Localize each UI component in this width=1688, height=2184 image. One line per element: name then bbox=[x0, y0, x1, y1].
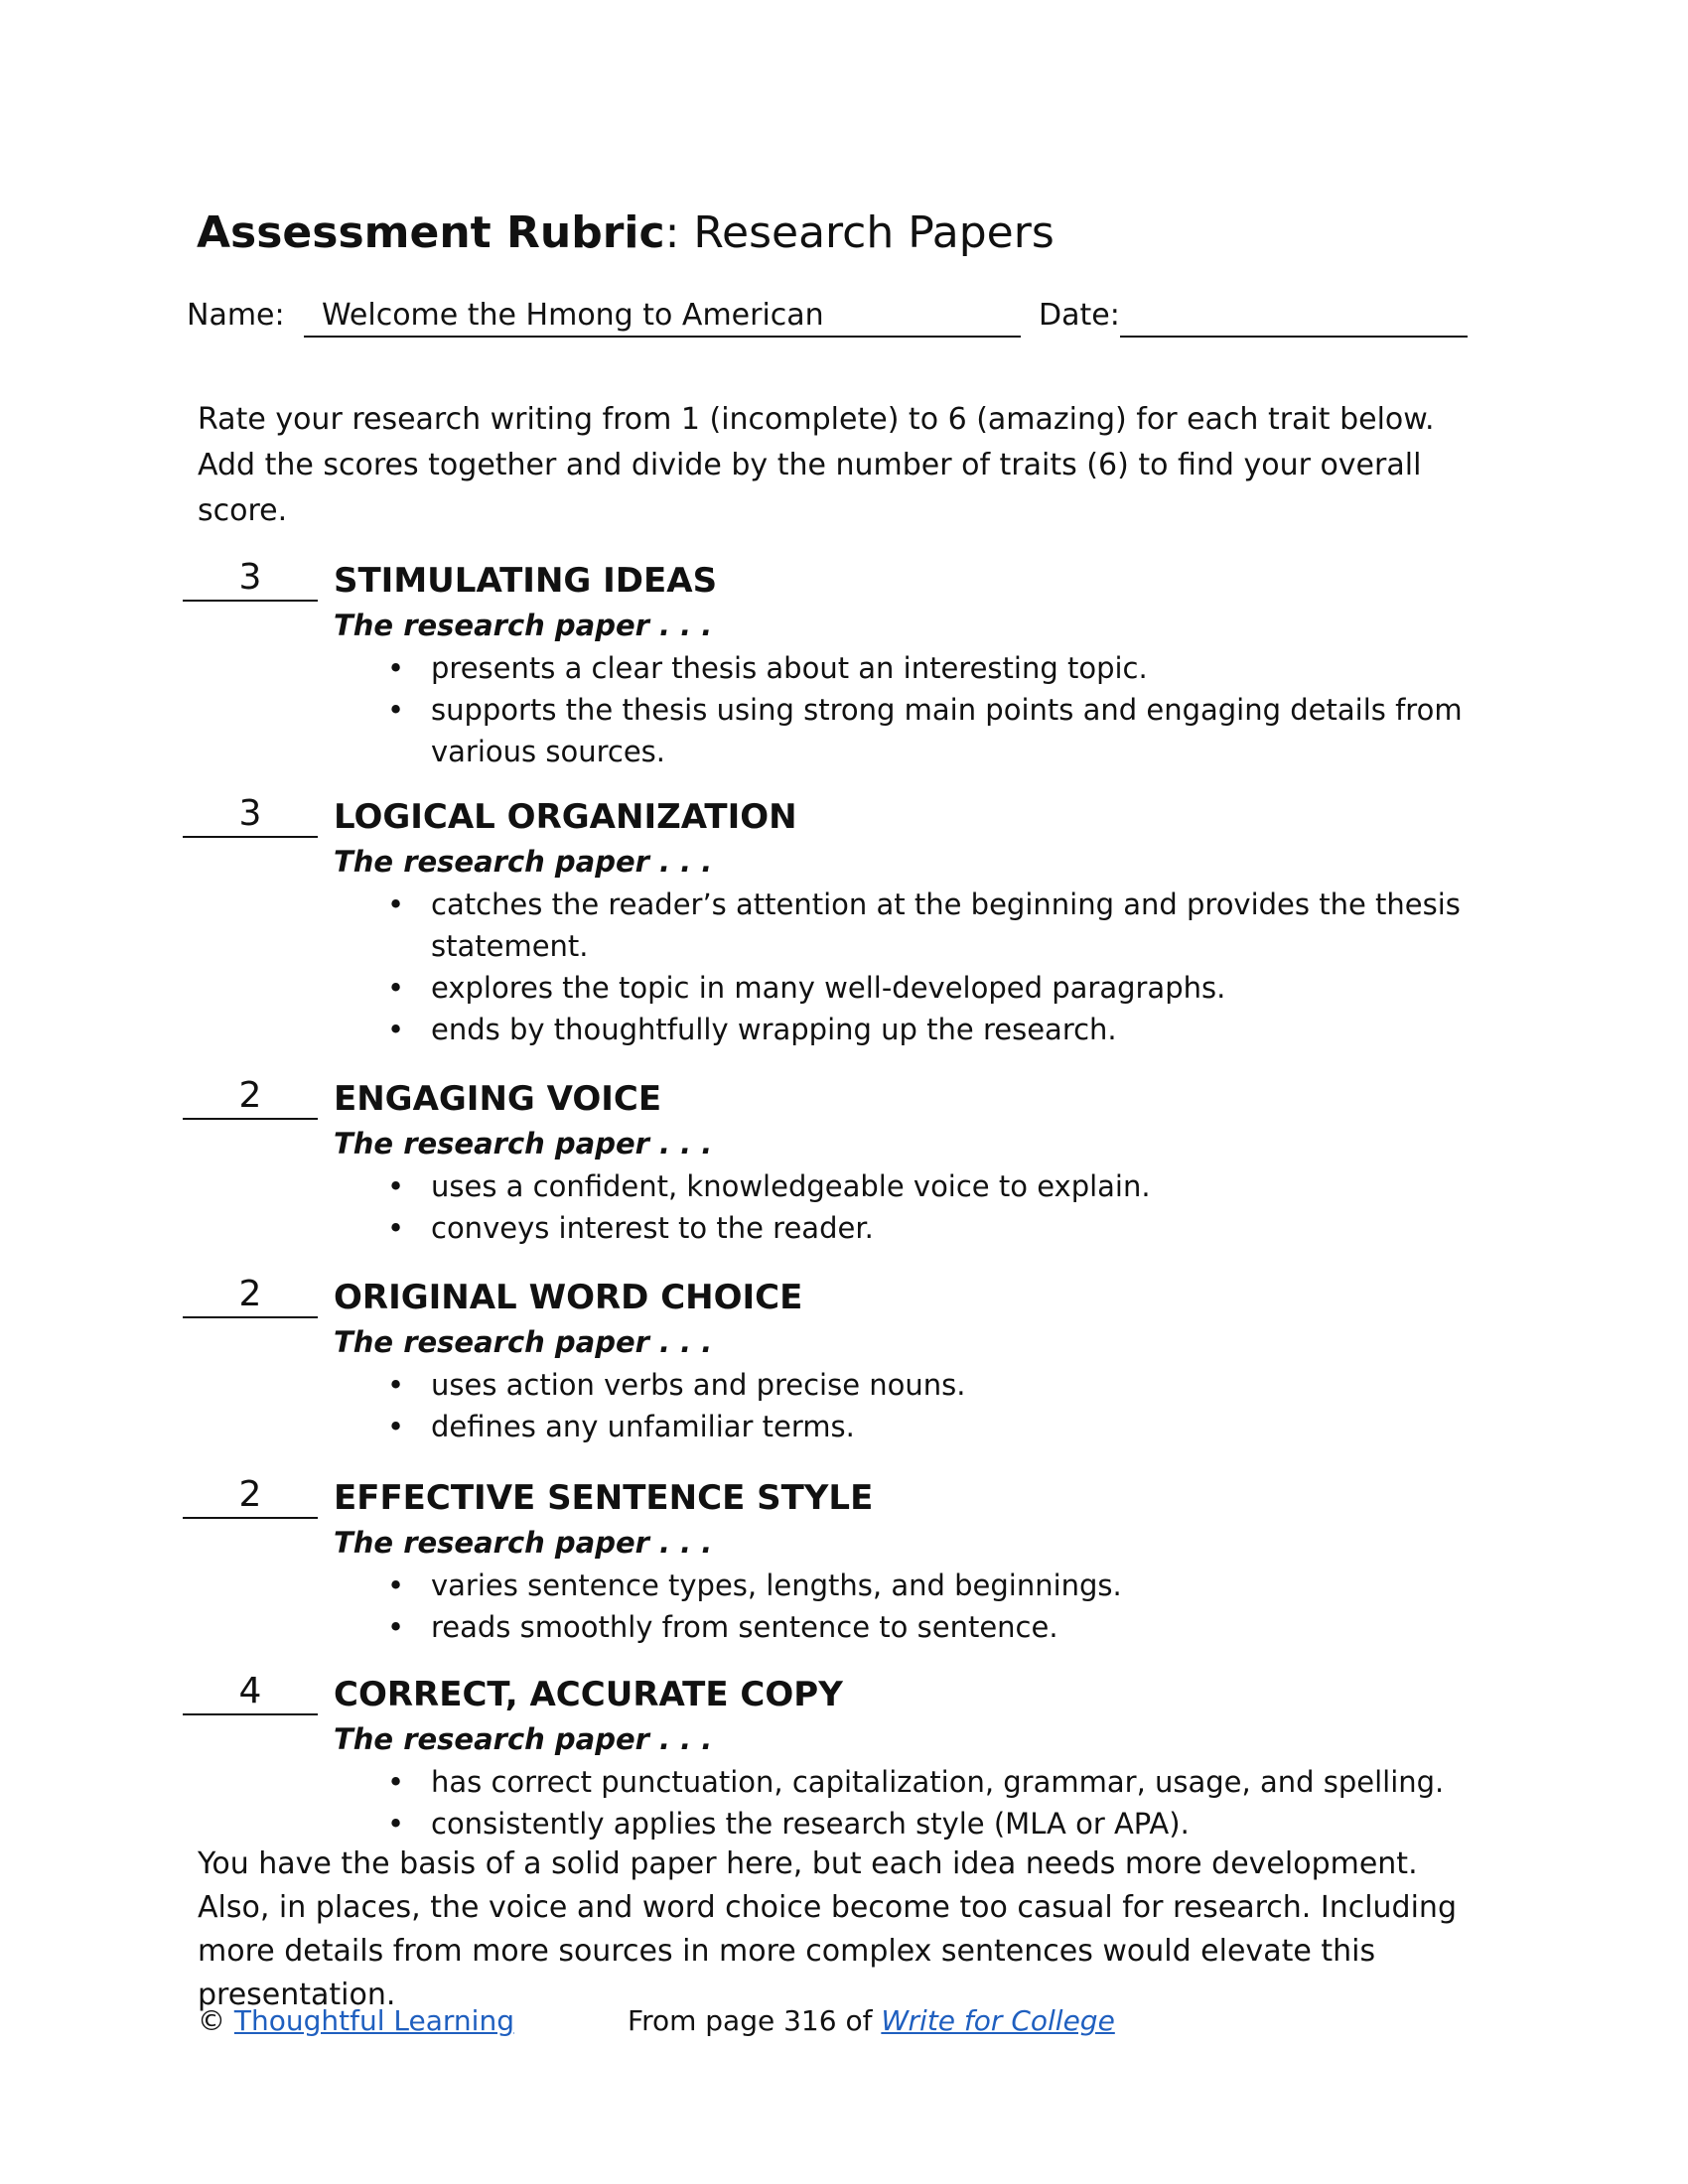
bullet-icon: • bbox=[387, 693, 405, 727]
write-for-college-link[interactable]: Write for College bbox=[881, 2004, 1115, 2037]
score-field[interactable]: 4 bbox=[183, 1670, 318, 1715]
trait-lead: The research paper . . . bbox=[334, 609, 713, 642]
trait-lead: The research paper . . . bbox=[334, 1325, 713, 1359]
bullet-item: • varies sentence types, lengths, and beginnings. bbox=[431, 1565, 1464, 1606]
date-label: Date: bbox=[1039, 298, 1120, 333]
score-field[interactable]: 2 bbox=[183, 1074, 318, 1120]
trait-title: LOGICAL ORGANIZATION bbox=[334, 797, 797, 837]
bullet-icon: • bbox=[387, 971, 405, 1005]
score-field[interactable]: 3 bbox=[183, 792, 318, 838]
name-label: Name: bbox=[187, 298, 285, 333]
page-title bbox=[197, 204, 1055, 263]
title-rest: : Research Papers bbox=[664, 207, 1055, 258]
trait-bullets bbox=[387, 1364, 1464, 1447]
bullet-icon: • bbox=[387, 1013, 405, 1046]
bullet-icon: • bbox=[387, 887, 405, 921]
bullet-item: • ends by thoughtfully wrapping up the research. bbox=[431, 1009, 1464, 1050]
trait-bullets bbox=[387, 1761, 1464, 1844]
bullet-icon: • bbox=[387, 1807, 405, 1841]
thoughtful-learning-link[interactable]: Thoughtful Learning bbox=[233, 2004, 514, 2037]
trait-lead: The research paper . . . bbox=[334, 1127, 713, 1160]
bullet-item: • catches the reader’s attention at the beginning and provides the thesis statement. bbox=[431, 884, 1464, 967]
from-page-text: From page 316 of bbox=[628, 2004, 882, 2037]
bullet-item: • presents a clear thesis about an interesting topic. bbox=[431, 647, 1464, 689]
instructions: Rate your research writing from 1 (incomplete) to 6 (amazing) for each trait below. Add the scores together and divide by the number of traits (6) to find your overall score. bbox=[198, 402, 1435, 528]
trait-title: ENGAGING VOICE bbox=[334, 1079, 662, 1119]
score-field[interactable]: 3 bbox=[183, 556, 318, 602]
trait-title: ORIGINAL WORD CHOICE bbox=[334, 1278, 803, 1317]
bullet-item: • defines any unfamiliar terms. bbox=[431, 1406, 1464, 1447]
trait-title: EFFECTIVE SENTENCE STYLE bbox=[334, 1478, 874, 1518]
bullet-item: • supports the thesis using strong main points and engaging details from various sources. bbox=[431, 689, 1464, 772]
bullet-icon: • bbox=[387, 1169, 405, 1203]
trait-lead: The research paper . . . bbox=[334, 1722, 713, 1756]
bullet-item: • consistently applies the research style (MLA or APA). bbox=[431, 1803, 1464, 1844]
bullet-icon: • bbox=[387, 1410, 405, 1443]
title-bold: Assessment Rubric bbox=[197, 207, 665, 258]
name-value: Welcome the Hmong to American bbox=[322, 298, 824, 333]
trait-bullets bbox=[387, 1165, 1464, 1249]
trait-title: STIMULATING IDEAS bbox=[334, 561, 718, 601]
bullet-icon: • bbox=[387, 1610, 405, 1644]
bullet-item: • conveys interest to the reader. bbox=[431, 1207, 1464, 1249]
bullet-icon: • bbox=[387, 1368, 405, 1402]
bullet-item: • explores the topic in many well-developed paragraphs. bbox=[431, 967, 1464, 1009]
bullet-icon: • bbox=[387, 1211, 405, 1245]
score-field[interactable]: 2 bbox=[183, 1273, 318, 1318]
trait-title: CORRECT, ACCURATE COPY bbox=[334, 1675, 843, 1714]
bullet-icon: • bbox=[387, 651, 405, 685]
bullet-item: • uses action verbs and precise nouns. bbox=[431, 1364, 1464, 1406]
bullet-icon: • bbox=[387, 1765, 405, 1799]
trait-bullets bbox=[387, 884, 1464, 1050]
footer-copyright bbox=[198, 2001, 514, 2041]
teacher-comment: You have the basis of a solid paper here, but each idea needs more development. Also, in places, the voice and word choice become too casual for research. Including more details from more sources in more complex sentences would elevate this presentation. bbox=[198, 1846, 1457, 2012]
trait-bullets bbox=[387, 647, 1464, 772]
date-field[interactable] bbox=[1120, 296, 1468, 338]
copyright-icon: © bbox=[198, 2004, 225, 2037]
score-field[interactable]: 2 bbox=[183, 1473, 318, 1519]
footer-source bbox=[628, 2001, 1115, 2041]
name-field[interactable] bbox=[304, 296, 1021, 338]
bullet-item: • reads smoothly from sentence to sentence. bbox=[431, 1606, 1464, 1648]
bullet-icon: • bbox=[387, 1569, 405, 1602]
trait-bullets bbox=[387, 1565, 1464, 1648]
trait-lead: The research paper . . . bbox=[334, 845, 713, 879]
bullet-item: • has correct punctuation, capitalization, grammar, usage, and spelling. bbox=[431, 1761, 1464, 1803]
trait-lead: The research paper . . . bbox=[334, 1526, 713, 1560]
bullet-item: • uses a confident, knowledgeable voice to explain. bbox=[431, 1165, 1464, 1207]
